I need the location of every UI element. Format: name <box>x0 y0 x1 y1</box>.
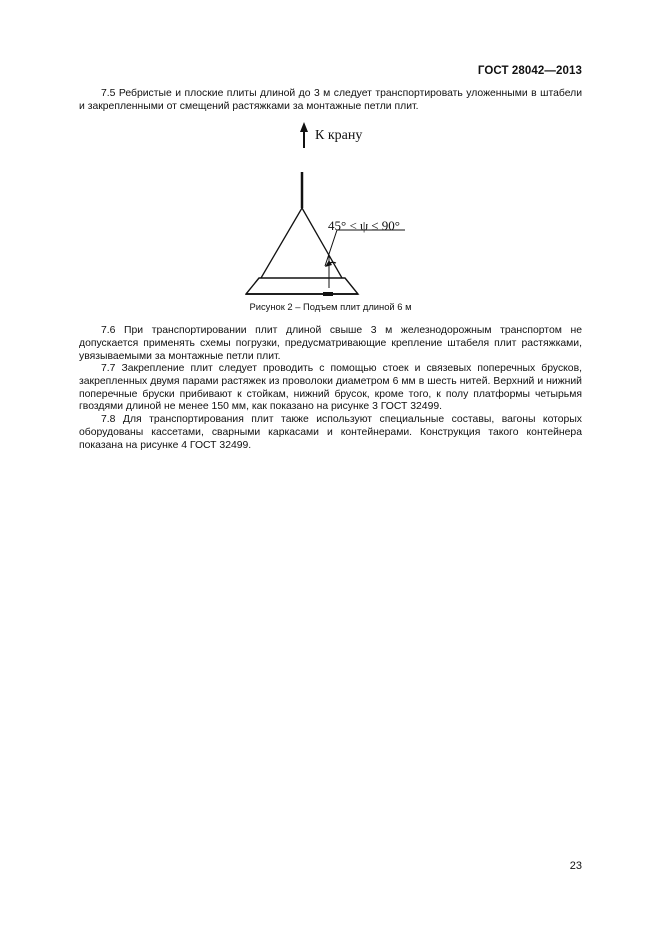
paragraph-7-8: 7.8 Для транспортирования плит также используют специальные составы, вагоны которых оборудованы кассетами, сварными каркасами и контейнерами. Конструкция такого контейнера показана на рисунке 4 ГОСТ 32499. <box>79 414 582 451</box>
paragraph-7-5: 7.5 Ребристые и плоские плиты длиной до 3 м следует транспортировать уложенными в штабели и закрепленными от смещений растяжками за монтажные петли плит. <box>79 88 582 112</box>
label-to-crane: К крану <box>315 128 363 143</box>
label-angle-range: 45° < ψ ≤ 90° <box>328 218 401 233</box>
page-number: 23 <box>569 860 582 872</box>
left-sling <box>261 208 302 278</box>
figure-2-lifting-diagram <box>245 120 425 310</box>
lifting-diagram-drawing <box>245 120 425 310</box>
angle-leader-line <box>325 230 405 266</box>
paragraph-7-6: 7.6 При транспортировании плит длиной свыше 3 м железнодорожным транспортом не допускается применять схемы погрузки, предусматривающие крепление штабеля плит растяжками, увязываемыми за монтажные петли плит. <box>79 325 582 362</box>
crane-arrow-head <box>300 122 308 132</box>
slab-body <box>246 278 358 294</box>
figure-caption: Рисунок 2 – Подъем плит длиной 6 м <box>249 301 412 312</box>
paragraph-7-7: 7.7 Закрепление плит следует проводить с помощью стоек и связевых поперечных брусков, закрепленных двумя парами растяжек из проволоки диаметром 6 мм в шесть нитей. Верхний и нижний поперечные бруски прибивают к стойкам, нижний брусок, кроме того, к полу платформы четырьмя гвоздями длиной не менее 150 мм, как показано на рисунке 3 ГОСТ 32499. <box>79 363 582 413</box>
document-header: ГОСТ 28042—2013 <box>477 65 582 77</box>
slab-rib <box>323 292 333 296</box>
